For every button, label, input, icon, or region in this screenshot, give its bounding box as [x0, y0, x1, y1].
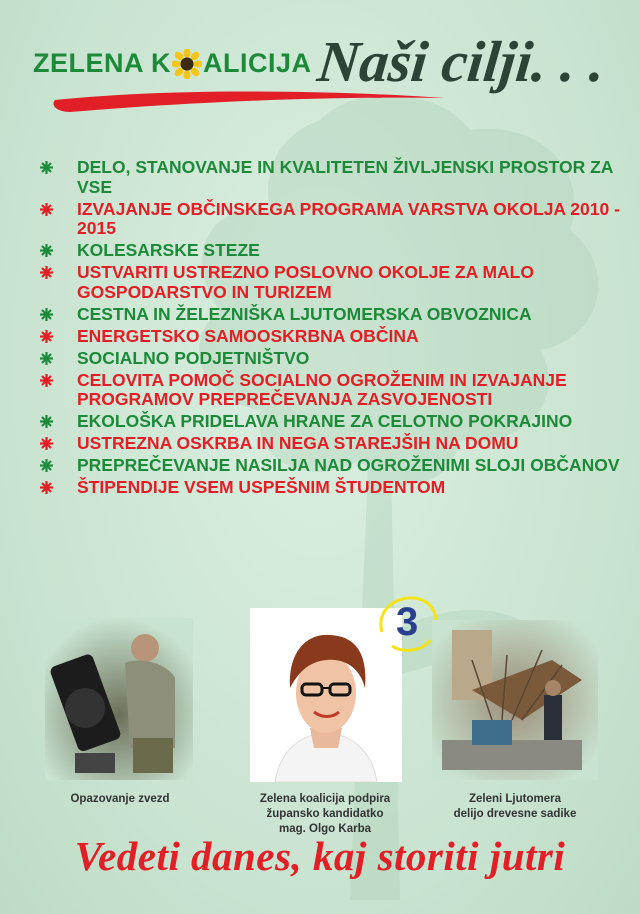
- caption-photo2-line2: županskо kandidatko: [266, 808, 384, 820]
- goal-item: [40, 478, 630, 498]
- caption-photo3: [430, 792, 600, 822]
- logo: [33, 48, 312, 79]
- photo-tree-sapling-distribution: [432, 620, 598, 780]
- caption-photo1: [45, 792, 195, 807]
- goal-text: EKOLOŠKA PRIDELAVA HRANE ZA CELOTNO POKRAJINO: [77, 411, 573, 431]
- caption-photo1-text: Opazovanje zvezd: [70, 793, 170, 805]
- caption-photo3-line1: Zeleni Ljutomera: [468, 793, 562, 805]
- goal-text: SOCIALNO PODJETNIŠTVO: [77, 347, 310, 368]
- caption-photo3-line2: delijo drevesne sadike: [453, 808, 577, 820]
- goal-item: [40, 434, 630, 454]
- caption-photo2: [235, 792, 415, 837]
- goals-list: [40, 158, 630, 500]
- goal-item: [40, 327, 630, 347]
- goal-text: PREPREČEVANJE NASILJA NAD OGROŽENIMI SLOJI OBČANOV: [77, 455, 620, 475]
- logo-text-part2: ALICIJA: [203, 48, 312, 78]
- star-bullet-icon: [40, 374, 53, 387]
- red-swoosh-icon: [50, 88, 450, 118]
- star-bullet-icon: [40, 352, 53, 365]
- logo-text-part1: ZELENA K: [33, 48, 171, 78]
- slogan-top: Naši cilji. . .: [314, 29, 609, 94]
- sunflower-icon: [172, 49, 202, 79]
- goal-item: [40, 456, 630, 476]
- star-bullet-icon: [40, 459, 53, 472]
- star-bullet-icon: [40, 330, 53, 343]
- goal-text: USTVARITI USTREZNO POSLOVNO OKOLJE ZA MALO GOSPODARSTVO IN TURIZEM: [77, 262, 534, 302]
- goal-item: [40, 241, 630, 261]
- star-bullet-icon: [40, 437, 53, 450]
- photo-star-observation: [45, 618, 193, 780]
- goal-text: CELOVITA POMOČ SOCIALNO OGROŽENIM IN IZVAJANJE PROGRAMOV PREPREČEVANJA ZASVOJENOSTI: [77, 369, 567, 409]
- goal-item: [40, 200, 630, 239]
- list-number-badge: 3: [396, 600, 419, 644]
- star-bullet-icon: [40, 308, 53, 321]
- goal-item: [40, 349, 630, 369]
- star-bullet-icon: [40, 203, 53, 216]
- star-bullet-icon: [40, 244, 53, 257]
- star-bullet-icon: [40, 266, 53, 279]
- goal-item: [40, 412, 630, 432]
- star-bullet-icon: [40, 161, 53, 174]
- goal-item: [40, 371, 630, 410]
- goal-item: [40, 263, 630, 302]
- goal-text: IZVAJANJE OBČINSKEGA PROGRAMA VARSTVA OKOLJA 2010 - 2015: [77, 198, 620, 238]
- goal-text: USTREZNA OSKRBA IN NEGA STAREJŠIH NA DOMU: [77, 433, 519, 453]
- goal-text: DELO, STANOVANJE IN KVALITETEN ŽIVLJENSKI PROSTOR ZA VSE: [77, 157, 613, 197]
- goal-item: [40, 305, 630, 325]
- goal-text: CESTNA IN ŽELEZNIŠKA LJUTOMERSKA OBVOZNICA: [77, 303, 532, 324]
- goal-text: KOLESARSKE STEZE: [77, 240, 260, 260]
- star-bullet-icon: [40, 481, 53, 494]
- star-bullet-icon: [40, 415, 53, 428]
- caption-photo2-line3: mag. Olgo Karba: [278, 823, 372, 835]
- caption-photo2-line1: Zelena koalicija podpira: [259, 793, 391, 805]
- goal-item: [40, 158, 630, 197]
- goal-text: ENERGETSKO SAMOOSKRBNA OBČINA: [77, 325, 419, 346]
- slogan-bottom: Vedeti danes, kaj storiti jutri: [74, 833, 566, 879]
- goal-text: ŠTIPENDIJE VSEM USPEŠNIM ŠTUDENTOM: [77, 477, 446, 497]
